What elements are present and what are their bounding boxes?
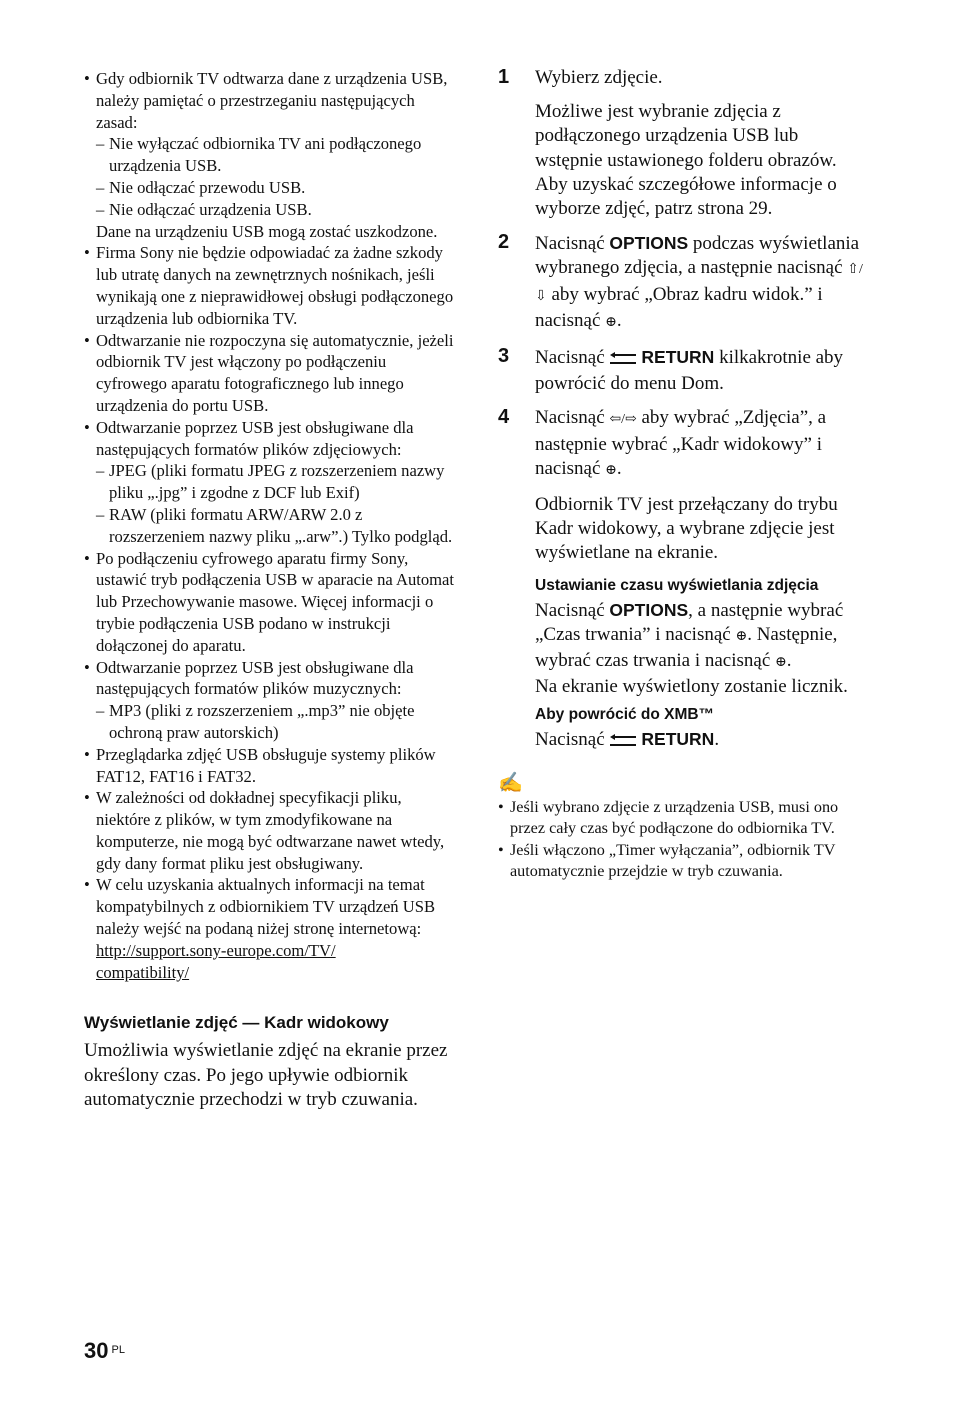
return-button-label: RETURN — [641, 347, 715, 368]
step-text: Wybierz zdjęcie. — [535, 67, 663, 88]
list-item: • Po podłączeniu cyfrowego aparatu firmy Sony, ustawić tryb podłączenia USB w aparacie na Automat lub Przechowywanie masowe. Więcej informacji o trybie podłączenia USB podano w instrukcji dołączonej do aparatu. — [84, 548, 456, 657]
return-icon — [609, 730, 637, 754]
enter-icon: ⊕ — [605, 462, 617, 478]
step-number: 3 — [498, 345, 510, 368]
step-text: podczas wyświetlania wybranego zdjęcia, a następnie nacisnąć — [535, 233, 860, 279]
list-subitem: – RAW (pliki formatu ARW/ARW 2.0 z rozszerzeniem nazwy pliku „.arw”.) Tylko podgląd. — [84, 504, 456, 548]
page-number: 30 — [84, 1338, 109, 1363]
text: . — [786, 650, 792, 672]
step-4 — [498, 406, 870, 483]
support-link[interactable] — [84, 940, 456, 984]
section-body: Umożliwia wyświetlanie zdjęć na ekranie przez określony czas. Po jego upływie odbiornik automatycznie przechodzi w tryb czuwania. — [84, 1040, 448, 1110]
notes-list — [498, 797, 870, 883]
enter-icon: ⊕ — [775, 655, 787, 671]
support-link-line1[interactable]: http://support.sony-europe.com/TV/ — [96, 940, 336, 960]
text: Nacisnąć — [535, 729, 605, 751]
subsection-title: Aby powrócić do XMB™ — [535, 706, 715, 724]
return-button-label: RETURN — [641, 729, 715, 750]
return-icon — [609, 348, 637, 372]
list-item: • Odtwarzanie poprzez USB jest obsługiwane dla następujących formatów plików muzycznych: — [84, 657, 456, 701]
note-item: • Jeśli włączono „Timer wyłączania”, odbiornik TV automatycznie przejdzie w tryb czuwania. — [498, 840, 870, 883]
step-1 — [498, 66, 870, 90]
step-2 — [498, 231, 870, 335]
step-3 — [498, 345, 870, 396]
subsection-body — [498, 598, 870, 700]
options-button-label: OPTIONS — [609, 599, 689, 620]
left-right-arrows-icon: ⇦/⇨ — [609, 412, 637, 428]
step-text: Nacisnąć — [535, 233, 605, 255]
list-item-continuation: Dane na urządzeniu USB mogą zostać uszkodzone. — [96, 221, 438, 241]
step-4-detail: Odbiornik TV jest przełączany do trybu Kadr widokowy, a wybrane zdjęcie jest wyświetlane na ekranie. — [535, 494, 838, 564]
text: , a następnie wybrać „Czas trwania” i nacisnąć — [535, 599, 844, 645]
list-item: • Przeglądarka zdjęć USB obsługuje systemy plików FAT12, FAT16 i FAT32. — [84, 744, 456, 788]
list-item: • Firma Sony nie będzie odpowiadać za żadne szkody lub utratę danych na zewnętrznych nośnikach, jeśli wynikają one z nieprawidłowej obsługi podłączonego urządzenia lub odbiornika TV. — [84, 242, 456, 329]
step-number: 2 — [498, 231, 510, 254]
list-subitem: – JPEG (pliki formatu JPEG z rozszerzeniem nazwy pliku „.jpg” i zgodne z DCF lub Exif) — [84, 460, 456, 504]
list-subitem: – Nie odłączać przewodu USB. — [84, 177, 456, 199]
section-title: Wyświetlanie zdjęć — Kadr widokowy — [84, 1013, 389, 1033]
step-text: kilkakrotnie aby powrócić do menu Dom. — [535, 347, 844, 395]
enter-icon: ⊕ — [605, 314, 617, 330]
list-item: • W zależności od dokładnej specyfikacji pliku, niektóre z plików, w tym zmodyfikowane na komputerze, nie mogą być odtwarzane nawet wtedy, gdy dany format pliku jest obsługiwany. — [84, 787, 456, 874]
list-item: • Odtwarzanie nie rozpoczyna się automatycznie, jeżeli odbiornik TV jest włączony po podłączeniu cyfrowego aparatu fotograficznego lub innego urządzenia do portu USB. — [84, 330, 456, 417]
left-column — [84, 68, 456, 1112]
list-item — [84, 68, 456, 133]
step-number: 1 — [498, 66, 510, 88]
step-text: aby wybrać „Zdjęcia”, a następnie wybrać „Kadr widokowy” i nacisnąć — [535, 407, 827, 479]
text: Nacisnąć — [535, 599, 605, 621]
bullet-text: Gdy odbiornik TV odtwarza dane z urządzenia USB, należy pamiętać o przestrzeganiu następujących zasad: — [96, 69, 448, 132]
subsection-body — [498, 727, 870, 754]
note-item: • Jeśli wybrano zdjęcie z urządzenia USB, musi ono przez cały czas być podłączone do odbiornika TV. — [498, 797, 870, 840]
step-text-end: . — [616, 309, 622, 331]
note-pencil-icon: ✍ — [498, 771, 523, 794]
text: . — [714, 729, 720, 751]
list-subitem: – MP3 (pliki z rozszerzeniem „.mp3” nie objęte ochroną praw autorskich) — [84, 700, 456, 744]
language-code: PL — [111, 1344, 125, 1356]
list-subitem: – Nie wyłączać odbiornika TV ani podłączonego urządzenia USB. — [84, 133, 456, 177]
list-item: • W celu uzyskania aktualnych informacji na temat kompatybilnych z odbiornikiem TV urządzeń USB należy wejść na podaną niżej stronę internetową: — [84, 874, 456, 939]
enter-icon: ⊕ — [735, 628, 748, 644]
usb-notes-list — [84, 68, 456, 983]
options-button-label: OPTIONS — [609, 233, 689, 254]
text: . Następnie, wybrać czas trwania i nacisnąć — [535, 623, 838, 672]
step-text-end: . — [616, 457, 622, 479]
step-number: 4 — [498, 406, 510, 429]
step-1-detail: Możliwe jest wybranie zdjęcia z podłączonego urządzenia USB lub wstępnie ustawionego folderu obrazów. Aby uzyskać szczegółowe informacje o wyborze zdjęć, patrz strona 29. — [535, 101, 837, 220]
list-subitem: – Nie odłączać urządzenia USB. — [84, 199, 456, 221]
up-down-arrows-icon: ⇧/⇩ — [535, 262, 863, 304]
support-link-line2[interactable]: compatibility/ — [96, 962, 190, 982]
page-footer — [84, 1338, 125, 1364]
subsection-title: Ustawianie czasu wyświetlania zdjęcia — [535, 576, 819, 594]
right-column — [498, 66, 870, 883]
list-item: • Odtwarzanie poprzez USB jest obsługiwane dla następujących formatów plików zdjęciowych: — [84, 417, 456, 461]
step-text: Nacisnąć — [535, 407, 605, 429]
text: Na ekranie wyświetlony zostanie licznik. — [535, 676, 848, 698]
step-text: aby wybrać „Obraz kadru widok.” i nacisnąć — [535, 283, 823, 331]
step-text: Nacisnąć — [535, 347, 605, 369]
